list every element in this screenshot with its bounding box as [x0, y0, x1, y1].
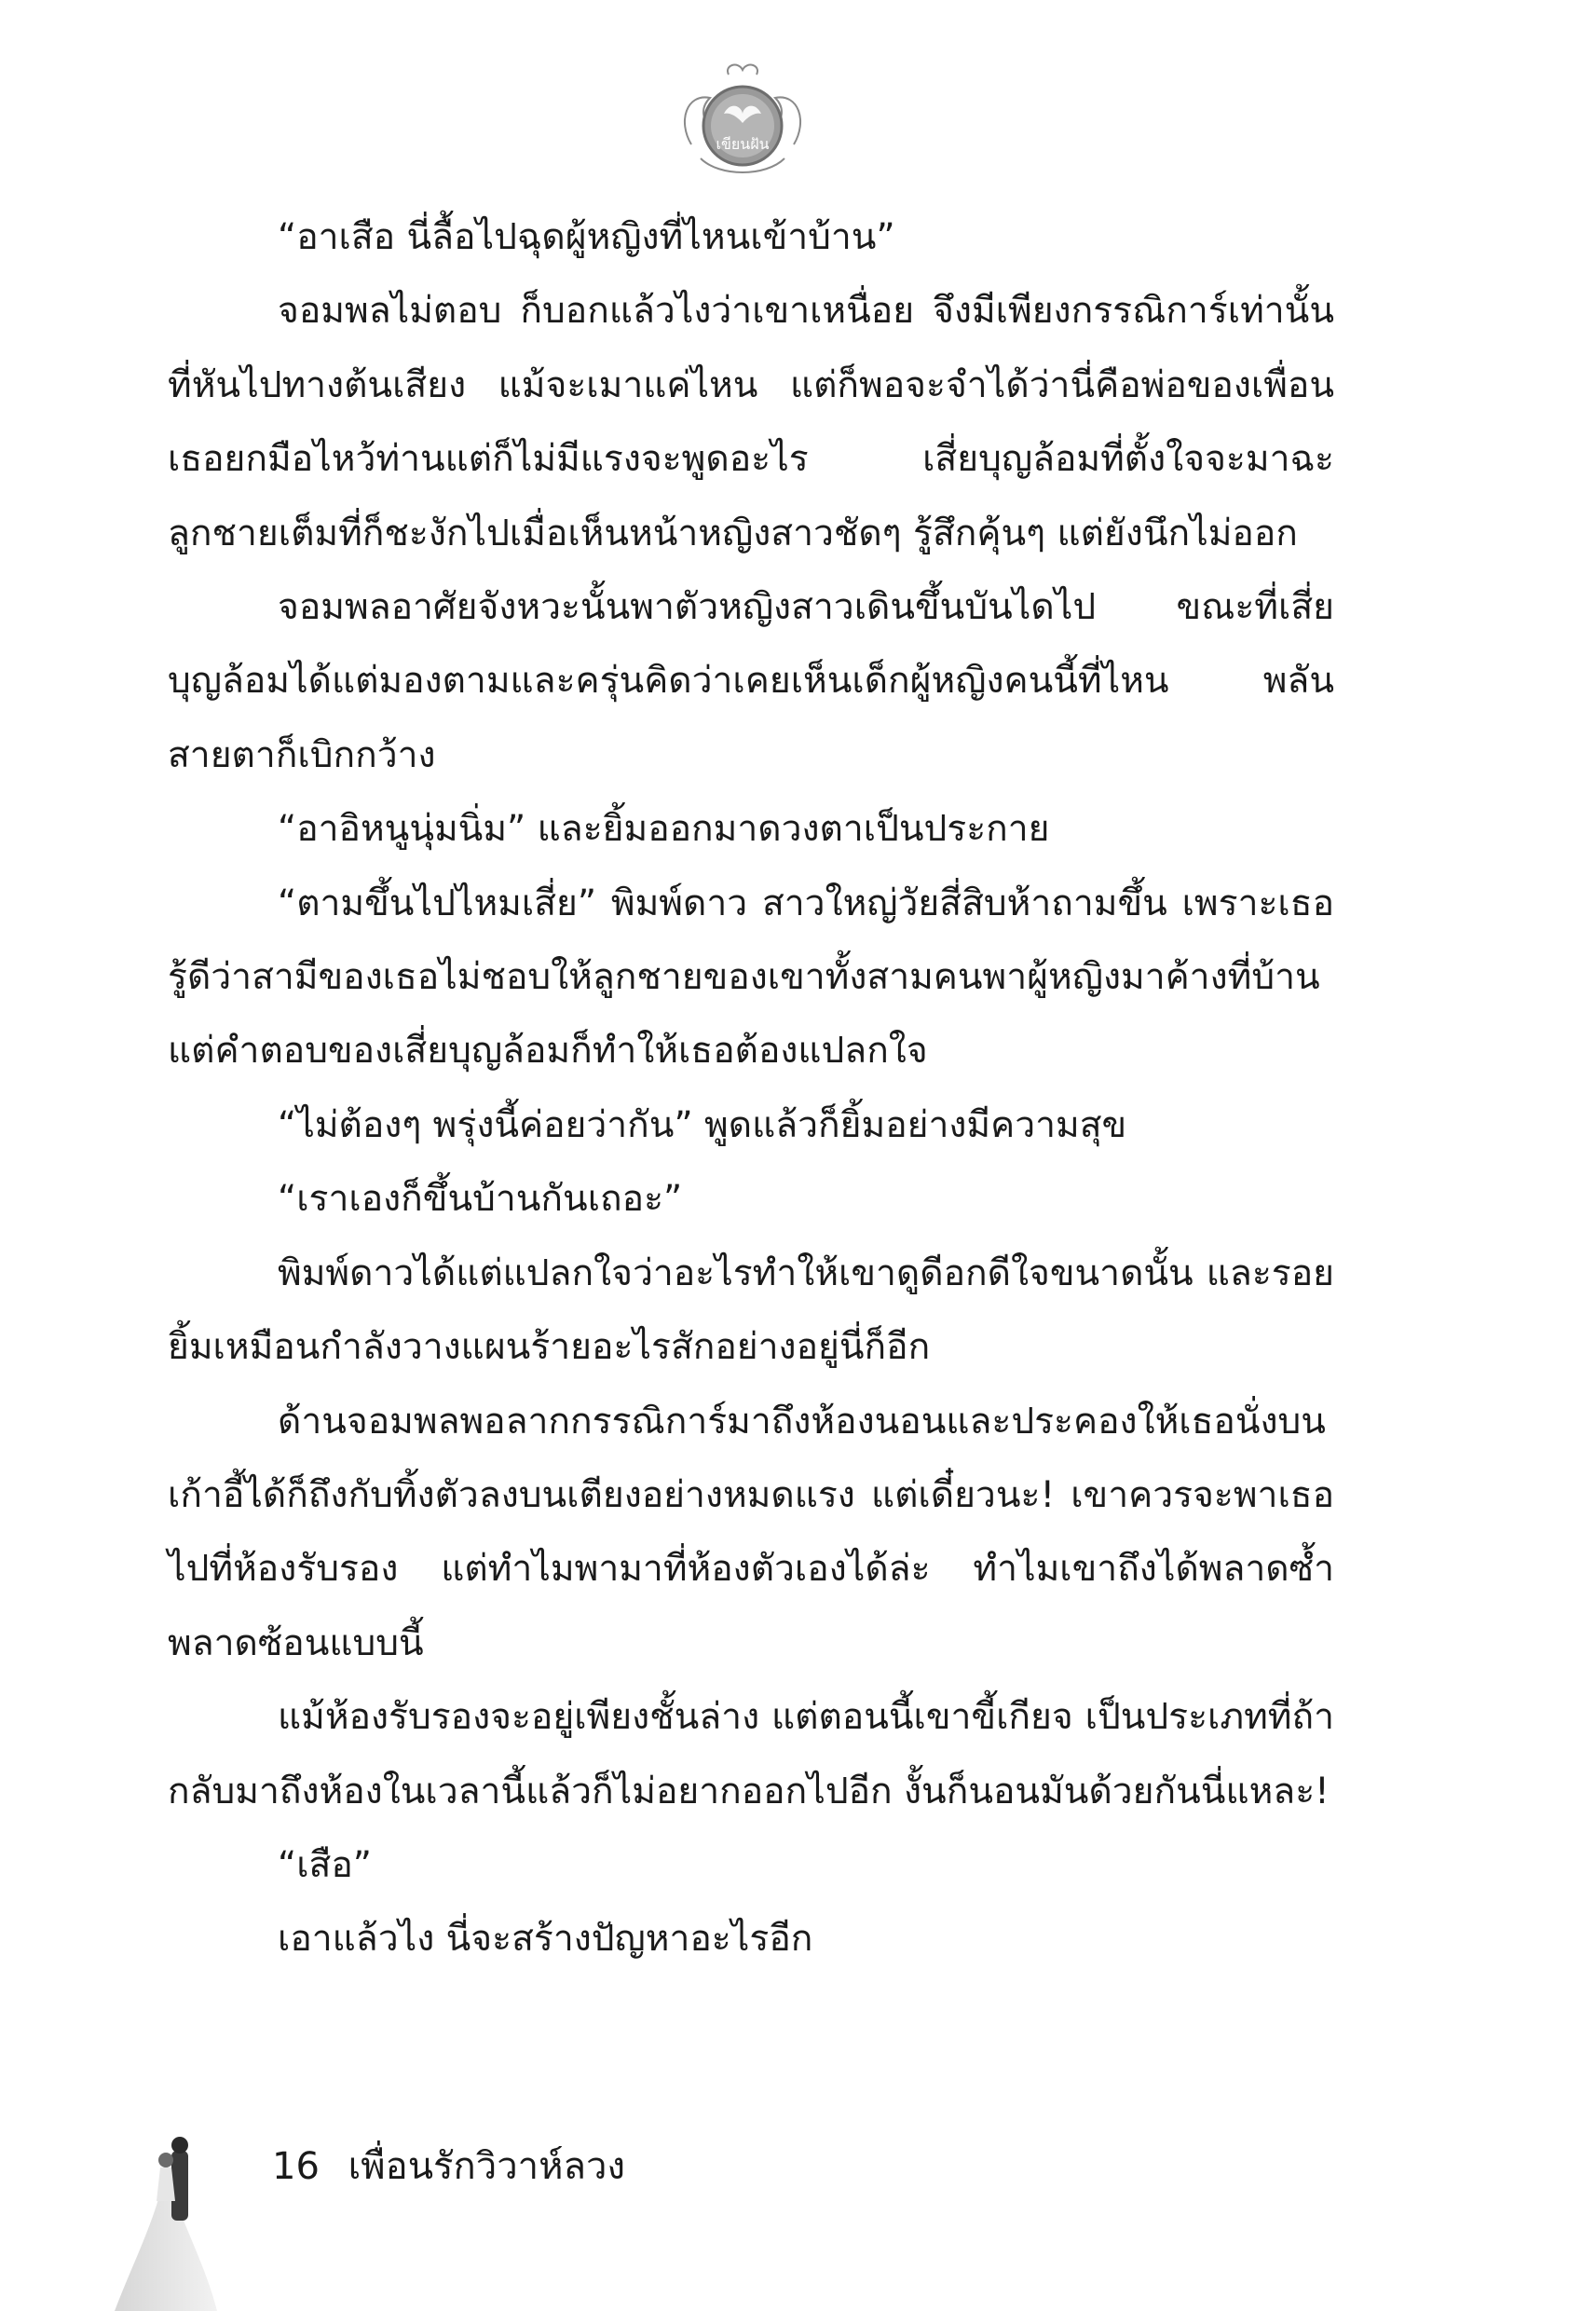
- chapter-text: [168, 200, 1334, 1976]
- logo-text: เขียนฝัน: [716, 135, 770, 153]
- page-footer: [272, 2143, 625, 2190]
- page-number: 16: [272, 2145, 320, 2188]
- paragraph: จอมพลอาศัยจังหวะนั้นพาตัวหญิงสาวเดินขึ้นบันไดไป ขณะที่เสี่ยบุญล้อมได้แต่มองตามและครุ่นคิดว่าเคยเห็นเด็กผู้หญิงคนนี้ที่ไหน พลันสายตาก็เบิกกว้าง: [168, 586, 1334, 776]
- paragraph: “ตามขึ้นไปไหมเสี่ย” พิมพ์ดาว สาวใหญ่วัยสี่สิบห้าถามขึ้น เพราะเธอรู้ดีว่าสามีของเธอไม่ชอบให้ลูกชายของเขาทั้งสามคนพาผู้หญิงมาค้างที่บ้าน แต่คำตอบของเสี่ยบุญล้อมก็ทำให้เธอต้องแปลกใจ: [168, 882, 1334, 1073]
- paragraph: “อาอิหนูนุ่มนิ่ม” และยิ้มออกมาดวงตาเป็นประกาย: [278, 808, 1050, 851]
- paragraph: “เสือ”: [278, 1843, 372, 1886]
- bride-illustration: [110, 2134, 222, 2311]
- paragraph: เอาแล้วไง นี่จะสร้างปัญหาอะไรอีก: [278, 1918, 813, 1961]
- paragraph: “เราเองก็ขึ้นบ้านกันเถอะ”: [278, 1178, 683, 1221]
- book-title: เพื่อนรักวิวาห์ลวง: [348, 2145, 625, 2188]
- publisher-logo: [673, 56, 812, 196]
- paragraph: “ไม่ต้องๆ พรุ่งนี้ค่อยว่ากัน” พูดแล้วก็ยิ้มอย่างมีความสุข: [278, 1103, 1127, 1146]
- paragraph: พิมพ์ดาวได้แต่แปลกใจว่าอะไรทำให้เขาดูดีอกดีใจขนาดนั้น และรอยยิ้มเหมือนกำลังวางแผนร้ายอะไรสักอย่างอยู่นี่ก็อีก: [168, 1251, 1334, 1369]
- paragraph: “อาเสือ นี่ลื้อไปฉุดผู้หญิงที่ไหนเข้าบ้าน”: [278, 216, 895, 258]
- paragraph: จอมพลไม่ตอบ ก็บอกแล้วไงว่าเขาเหนื่อย จึงมีเพียงกรรณิการ์เท่านั้นที่หันไปทางต้นเสียง แม้จะเมาแค่ไหน แต่ก็พอจะจำได้ว่านี่คือพ่อของเพื่อน เธอยกมือไหว้ท่านแต่ก็ไม่มีแรงจะพูดอะไร เสี่ยบุญล้อมที่ตั้งใจจะมาฉะลูกชายเต็มที่ก็ชะงักไปเมื่อเห็นหน้าหญิงสาวชัดๆ รู้สึกคุ้นๆ แต่ยังนึกไม่ออก: [168, 290, 1334, 554]
- paragraph: แม้ห้องรับรองจะอยู่เพียงชั้นล่าง แต่ตอนนี้เขาขี้เกียจ เป็นประเภทที่ถ้ากลับมาถึงห้องในเวลานี้แล้วก็ไม่อยากออกไปอีก งั้นก็นอนมันด้วยกันนี่แหละ!: [168, 1696, 1334, 1812]
- paragraph: ด้านจอมพลพอลากกรรณิการ์มาถึงห้องนอนและประคองให้เธอนั่งบนเก้าอี้ได้ก็ถึงกับทิ้งตัวลงบนเตียงอย่างหมดแรง แต่เดี๋ยวนะ! เขาควรจะพาเธอไปที่ห้องรับรอง แต่ทำไมพามาที่ห้องตัวเองได้ล่ะ ทำไมเขาถึงได้พลาดซ้ำพลาดซ้อนแบบนี้: [168, 1400, 1334, 1664]
